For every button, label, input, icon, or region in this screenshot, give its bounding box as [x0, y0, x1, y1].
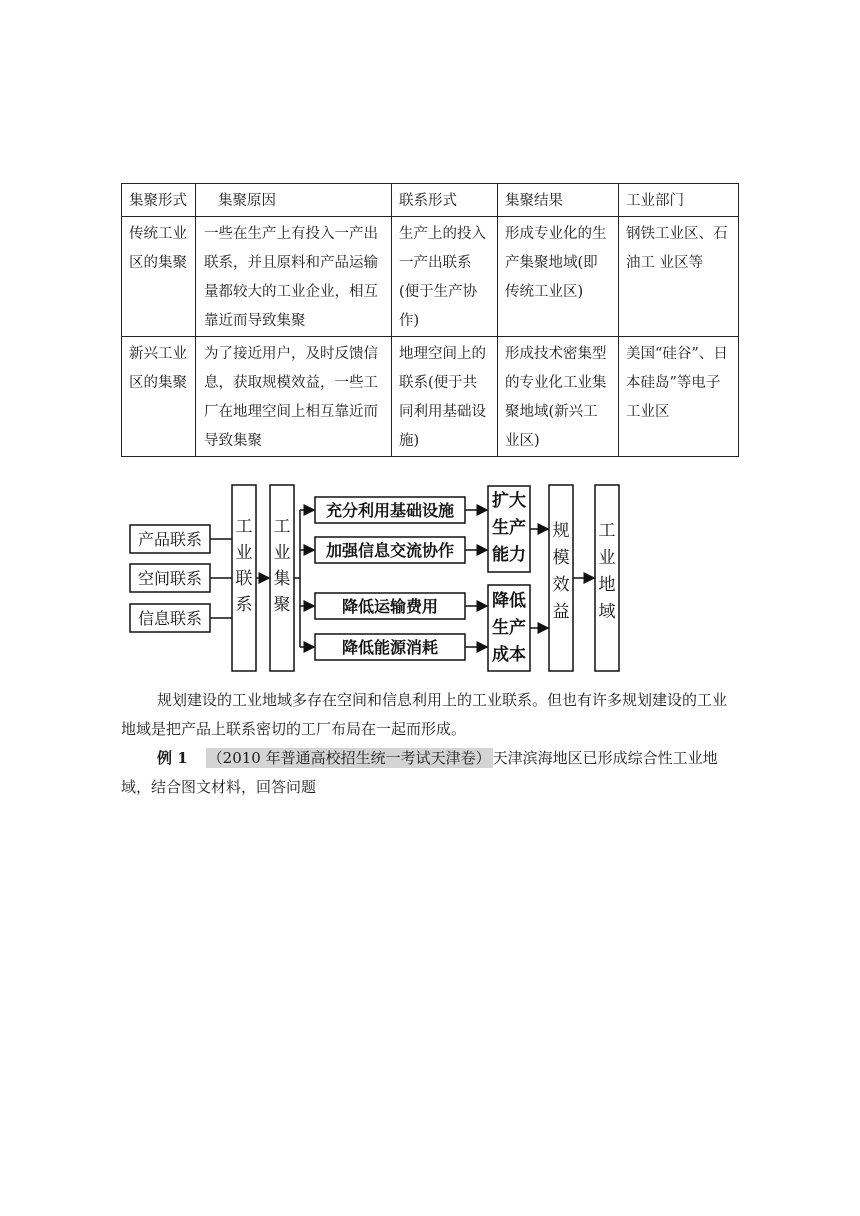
- result-label-capacity-char: 能力: [492, 545, 526, 565]
- industrial-agglomeration-table: [121, 183, 739, 457]
- column-label-agglomeration: [274, 517, 291, 615]
- input-label: 信息联系: [137, 609, 203, 628]
- column-label-region: [599, 521, 616, 622]
- column-label-region-char: 工: [598, 521, 616, 541]
- table-row: [122, 217, 739, 337]
- column-label-linkage-char: 工: [235, 517, 253, 537]
- column-label-agglomeration-char: 业: [273, 543, 291, 563]
- column-label-scale: [553, 521, 570, 622]
- table-row: [122, 337, 739, 457]
- table-cell: 地理空间上的联系(便于共同利用基础设施): [392, 337, 498, 457]
- table-cell: 生产上的投入一产出联系(便于生产协作): [392, 217, 498, 337]
- result-label-capacity-char: 扩大: [492, 491, 526, 511]
- column-label-agglomeration-char: 集: [273, 569, 291, 589]
- column-label-linkage-char: 系: [235, 595, 253, 615]
- column-label-agglomeration-char: 聚: [273, 595, 291, 615]
- measure-label: 加强信息交流协作: [325, 541, 455, 560]
- result-label-cost-char: 成本: [492, 645, 526, 665]
- header-cell: 联系形式: [392, 184, 498, 217]
- header-cell: 工业部门: [619, 184, 739, 217]
- example-label: 例 1: [157, 749, 188, 767]
- column-label-scale-char: 效: [552, 575, 570, 595]
- header-cell: 集聚形式: [122, 184, 196, 217]
- measure-label: 降低能源消耗: [341, 638, 439, 657]
- body-paragraph: [121, 686, 741, 744]
- table-cell: 美国“硅谷”、日本硅岛”等电子工业区: [619, 337, 739, 457]
- input-label: 空间联系: [137, 569, 203, 588]
- measure-label: 降低运输费用: [341, 597, 439, 616]
- column-label-linkage: [236, 517, 253, 615]
- result-label-capacity: [492, 490, 526, 565]
- column-label-agglomeration-char: 工: [273, 517, 291, 537]
- example-source: （2010 年普通高校招生统一考试天津卷）: [207, 749, 491, 767]
- paragraph-text: 规划建设的工业地域多存在空间和信息利用上的工业联系。但也有许多规划建设的工业地域是把产品上联系密切的工厂布局在一起而形成。: [121, 691, 728, 738]
- measure-label: 充分利用基础设施: [325, 501, 455, 520]
- result-label-cost-char: 降低: [492, 591, 526, 611]
- input-label: 产品联系: [137, 530, 203, 549]
- table-cell: 传统工业区的集聚: [122, 217, 196, 337]
- column-label-scale-char: 模: [552, 548, 570, 568]
- result-label-capacity-char: 生产: [492, 518, 526, 538]
- column-label-scale-char: 益: [552, 602, 570, 622]
- example-text: 天津滨海地区已形成综合性工业地域，结合图文材料，回答问题: [121, 749, 718, 796]
- table-cell: 为了接近用户，及时反馈信息，获取规模效益，一些工厂在地理空间上相互靠近而导致集聚: [196, 337, 392, 457]
- result-label-cost-char: 生产: [492, 618, 526, 638]
- table-cell: 钢铁工业区、石油工 业区等: [619, 217, 739, 337]
- table-cell: 形成专业化的生产集聚地域(即传统工业区): [498, 217, 619, 337]
- column-label-region-char: 域: [598, 602, 616, 622]
- result-label-cost: [492, 590, 526, 665]
- column-label-scale-char: 规: [552, 521, 570, 541]
- industrial-linkage-flow-diagram: [122, 482, 632, 678]
- column-label-region-char: 业: [598, 548, 616, 568]
- example-question: [121, 744, 741, 802]
- column-label-linkage-char: 业: [235, 543, 253, 563]
- header-cell: 集聚原因: [196, 184, 392, 217]
- table-header-row: [122, 184, 739, 217]
- header-cell: 集聚结果: [498, 184, 619, 217]
- table-cell: 新兴工业区的集聚: [122, 337, 196, 457]
- column-label-linkage-char: 联: [235, 569, 253, 589]
- column-label-region-char: 地: [598, 575, 616, 595]
- table-cell: 形成技术密集型的专业化工业集聚地域(新兴工业区): [498, 337, 619, 457]
- table-cell: 一些在生产上有投入一产出联系，并且原料和产品运输量都较大的工业企业，相互靠近而导致集聚: [196, 217, 392, 337]
